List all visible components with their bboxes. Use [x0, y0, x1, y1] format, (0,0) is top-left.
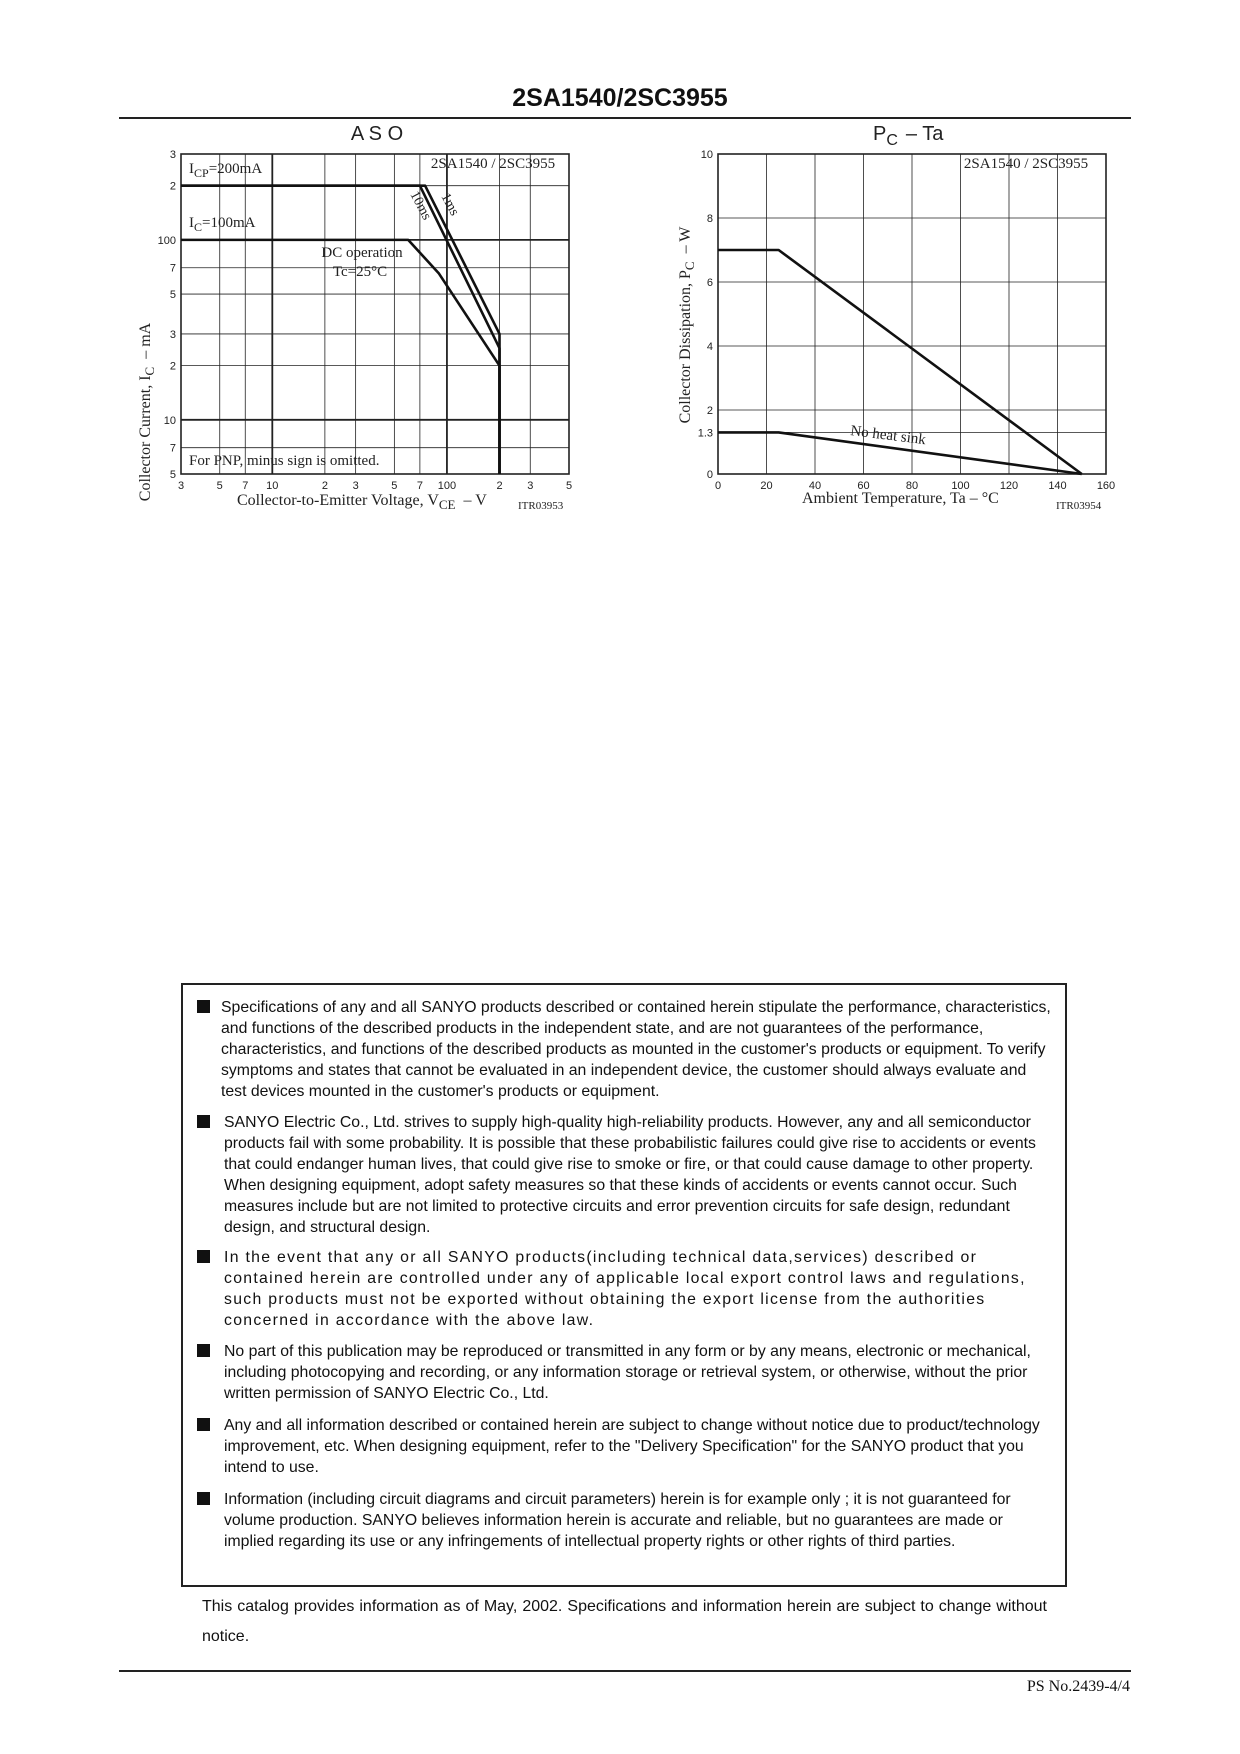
- pc-ta-chart: [660, 120, 1220, 530]
- x-tick-label: 10: [266, 480, 279, 492]
- aso-icp-label: ICP=200mA: [189, 161, 263, 180]
- x-tick-label: 40: [808, 480, 822, 492]
- bullet-square-icon: [197, 1344, 210, 1357]
- aso-pnp-note: For PNP, minus sign is omitted.: [189, 453, 380, 469]
- notice-item: [197, 1415, 1055, 1478]
- y-tick-label: 7: [169, 442, 176, 455]
- pc-x-axis-label: Ambient Temperature, Ta – °C: [802, 490, 999, 507]
- y-tick-label: 3: [169, 328, 176, 341]
- aso-chart: [0, 120, 600, 530]
- x-tick-label: 120: [999, 480, 1019, 492]
- aso-1ms-label: 1ms: [437, 190, 462, 219]
- notice-text: In the event that any or all SANYO products(including technical data,services) described or contained herein are controlled under any of applicable local export control laws and regulations, such products must not be exported without obtaining the export license from the authorities concerned in accordance with the above law.: [224, 1249, 1026, 1329]
- notice-text: No part of this publication may be reproduced or transmitted in any form or by any means, electronic or mechanical, including photocopying and recording, or any information storage or retrieval system, or otherwise, without the prior written permission of SANYO Electric Co., Ltd.: [224, 1343, 1031, 1402]
- y-tick-label: 5: [169, 289, 176, 302]
- notice-text: Specifications of any and all SANYO products described or contained herein stipulate the performance, characteristics, and functions of the described products in the independent state, and are not guarantees of the performance, characteristics, and functions of the described products as mounted in the customer's products or equipment. To verify symptoms and states that cannot be evaluated in an independent device, the customer should always evaluate and test devices mounted in the customer's products or equipment.: [221, 999, 1051, 1100]
- aso-plot-frame: [181, 154, 569, 474]
- x-tick-label: 3: [352, 480, 359, 492]
- x-tick-label: 2: [321, 480, 328, 492]
- footer-rule: [119, 1670, 1131, 1672]
- bullet-square-icon: [197, 1250, 210, 1263]
- y-tick-label: 10: [163, 414, 176, 427]
- y-tick-label: 1.3: [697, 427, 713, 440]
- y-tick-label: 4: [706, 341, 713, 353]
- notice-text: SANYO Electric Co., Ltd. strives to supply high-quality high-reliability products. However, any and all semiconductor products fail with some probability. It is possible that these probabilistic failures could give rise to accidents or events that could endanger human lives, that could give rise to smoke or fire, or that could cause damage to other property. When designing equipment, adopt safety measures so that these kinds of accidents or events cannot occur. Such measures include but are not limited to protective circuits and error prevention circuits for safe design, redundant design, and structural design.: [224, 1114, 1036, 1236]
- x-tick-label: 100: [437, 480, 457, 492]
- y-tick-label: 6: [706, 277, 713, 289]
- x-tick-label: 140: [1048, 480, 1067, 492]
- aso-code: ITR03953: [518, 500, 564, 512]
- notice-text: Any and all information described or contained herein are subject to change without notice due to product/technology improvement, etc. When designing equipment, refer to the "Delivery Specification" for the SANYO product that you intend to use.: [224, 1417, 1040, 1476]
- aso-10ms-label: 10ms: [406, 188, 434, 223]
- aso-ic-label: IC=100mA: [189, 215, 256, 234]
- bullet-square-icon: [197, 1418, 210, 1431]
- x-tick-label: 2: [496, 480, 503, 492]
- pc-title: PC – Ta: [873, 123, 944, 149]
- x-tick-label: 7: [416, 480, 423, 492]
- aso-tc-label: Tc=25°C: [332, 264, 388, 280]
- y-tick-label: 0: [706, 469, 713, 481]
- aso-device-label: 2SA1540 / 2SC3955: [430, 156, 556, 172]
- y-tick-label: 2: [706, 405, 713, 417]
- aso-y-axis-label: Collector Current, IC– mA: [137, 322, 157, 502]
- disclaimer-box: [181, 983, 1067, 1587]
- x-tick-label: 5: [391, 480, 398, 492]
- x-tick-label: 20: [760, 480, 773, 492]
- aso-title: A S O: [350, 123, 404, 145]
- x-tick-label: 100: [951, 480, 970, 492]
- notice-item: [197, 1489, 1055, 1552]
- page-title: 2SA1540/2SC3955: [512, 84, 728, 112]
- notice-item: [197, 1247, 1055, 1331]
- x-tick-label: 5: [565, 480, 573, 492]
- y-tick-label: 3: [169, 149, 176, 161]
- bullet-square-icon: [197, 1492, 210, 1505]
- aso-x-axis-label: Collector-to-Emitter Voltage, VCE – V: [237, 492, 487, 512]
- y-tick-label: 10: [700, 149, 713, 161]
- x-tick-label: 3: [527, 480, 534, 492]
- x-tick-label: 0: [714, 480, 722, 492]
- x-tick-label: 5: [216, 480, 223, 492]
- pc-y-axis-label: Collector Dissipation, PC– W: [677, 226, 697, 424]
- header-rule: [119, 117, 1131, 119]
- x-tick-label: 3: [177, 480, 185, 492]
- y-tick-label: 7: [169, 262, 176, 275]
- x-tick-label: 160: [1096, 480, 1116, 492]
- x-tick-label: 7: [242, 480, 249, 492]
- bullet-square-icon: [197, 1000, 210, 1013]
- y-tick-label: 2: [169, 360, 176, 373]
- y-tick-label: 5: [169, 469, 176, 481]
- aso-dc-label: DC operation: [321, 245, 403, 261]
- y-tick-label: 100: [157, 234, 176, 247]
- y-tick-label: 8: [706, 213, 713, 225]
- x-tick-label: 80: [905, 480, 919, 492]
- notice-item: [197, 1112, 1055, 1238]
- notice-item: [197, 1341, 1055, 1404]
- page-number: PS No.2439-4/4: [1026, 1678, 1130, 1695]
- pc-code: ITR03954: [1056, 500, 1102, 512]
- pc-no-heat-sink-label: No heat sink: [849, 423, 927, 449]
- y-tick-label: 2: [169, 180, 176, 193]
- notice-item: [197, 997, 1055, 1102]
- bullet-square-icon: [197, 1115, 210, 1128]
- catalog-note: This catalog provides information as of May, 2002. Specifications and information herein are subject to change without notice.: [202, 1598, 1047, 1645]
- pc-device-label: 2SA1540 / 2SC3955: [963, 156, 1089, 172]
- x-tick-label: 60: [857, 480, 870, 492]
- notice-text: Information (including circuit diagrams and circuit parameters) herein is for example only ; it is not guaranteed for volume production. SANYO believes information herein is accurate and reliable, but no guarantees are made or implied regarding its use or any infringements of intellectual property rights or other rights of third parties.: [224, 1491, 1011, 1550]
